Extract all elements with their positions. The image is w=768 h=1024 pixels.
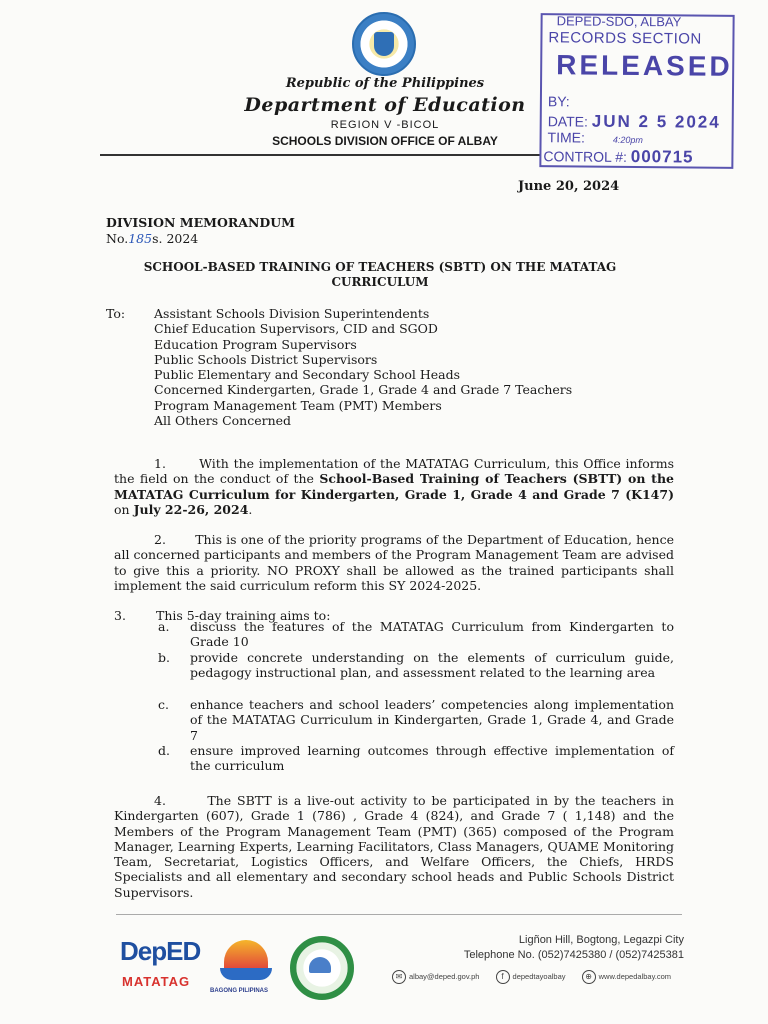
recipient: Program Management Team (PMT) Members [154, 397, 442, 413]
paragraph-3-intro: 3. This 5-day training aims to: [114, 608, 331, 623]
deped-seal-logo [352, 12, 416, 76]
paragraph-1: 1. With the implementation of the MATATAG Curriculum, this Office informs the field on the conduct of the School-Based Training of Teachers (SBTT) on the MATATAG Curriculum for Kindergarten, Grade 1, Grade 4 and Grade 7 (K147) on July 22-26, 2024. [114, 456, 674, 517]
stamp-date: DATE: JUN 2 5 2024 [547, 111, 721, 132]
footer-contacts [392, 970, 692, 984]
header-republic: Republic of the Philippines [285, 76, 485, 91]
email-icon: ✉ [392, 970, 406, 984]
deped-matatag-logo [118, 936, 201, 996]
paragraph-4: 4. The SBTT is a live-out activity to be participated in by the teachers in Kindergarten (607), Grade 1 (786) , Grade 4 (824), and Grade 7 ( 1,148) and the Members of the Program Management Team (PMT) (365) composed of the Program Manager, Learning Experts, Learning Facilitators, Class Managers, QUAME Monitoring Team, Secretariat, Logistics Officers, and Welfare Officers, the Chiefs, HRDS Specialists and all elementary and secondary school heads and Public Schools District Supervisors. [114, 793, 674, 900]
recipients-list [154, 306, 572, 428]
logo-matatag-text: MATATAG [122, 974, 191, 989]
memo-type: DIVISION MEMORANDUM [106, 215, 295, 230]
paragraph-2: 2. This is one of the priority programs of the Department of Education, hence all concerned participants and members of the Program Management Team are advised to give this a priority. NO PROXY shall be allowed as the trained participants shall implement the said curriculum reform this SY 2024-2025. [114, 532, 674, 593]
footer-facebook[interactable]: depedtayoalbay [512, 971, 566, 981]
header-divider [100, 154, 540, 156]
footer-divider [116, 914, 682, 915]
objective-item: b. provide concrete understanding on the elements of curriculum guide, pedagogy instructional plan, and assessment related to the learning area [158, 650, 674, 681]
recipient: Public Elementary and Secondary School Heads [154, 367, 461, 383]
logo-bp-text: BAGONG PILIPINAS [210, 988, 269, 994]
footer-address-block [380, 933, 684, 963]
header-region: REGION V -BICOL [330, 119, 440, 131]
memo-title: SCHOOL-BASED TRAINING OF TEACHERS (SBTT) ON THE MATATAG CURRICULUM [143, 260, 617, 289]
stamp-control: CONTROL #: 000715 [543, 146, 694, 167]
stamp-section: RECORDS SECTION [548, 29, 702, 48]
footer-website[interactable]: www.depedalbay.com [598, 971, 672, 981]
facebook-icon: f [496, 970, 510, 984]
recipient: Concerned Kindergarten, Grade 1, Grade 4 and Grade 7 Teachers [154, 382, 573, 398]
objective-item: c. enhance teachers and school leaders’ competencies along implementation of the MATATAG Curriculum in Kindergarten, Grade 1, Grade 4, and Grade 7 [158, 697, 674, 743]
logo-deped-text: DepED [120, 936, 201, 966]
footer-telephone: Telephone No. (052)7425380 / (052)7425381 [463, 949, 684, 961]
header-department: Department of Education [244, 94, 526, 116]
globe-icon: ⊕ [582, 970, 596, 984]
memo-date: June 20, 2024 [518, 179, 620, 194]
objective-item: a. discuss the features of the MATATAG Curriculum from Kindergarten to Grade 10 [158, 619, 674, 650]
records-released-stamp [539, 13, 734, 169]
memo-number-handwritten: 185 [128, 231, 153, 246]
bagong-pilipinas-logo [210, 938, 278, 998]
sdo-albay-seal-logo [290, 936, 354, 1000]
objective-item: d. ensure improved learning outcomes through effective implementation of the curriculum [158, 743, 674, 774]
recipient: Chief Education Supervisors, CID and SGOD [154, 321, 438, 337]
to-label: To: [106, 306, 126, 321]
footer-address: Ligñon Hill, Bogtong, Legazpi City [518, 934, 684, 946]
stamp-status: RELEASED [556, 49, 733, 82]
recipient: All Others Concerned [154, 413, 292, 429]
stamp-time: TIME: 4:20pm [547, 129, 643, 146]
footer-email[interactable]: albay@deped.gov.ph [409, 971, 480, 981]
header-office: SCHOOLS DIVISION OFFICE OF ALBAY [272, 134, 498, 148]
memo-number: No.185s. 2024 [106, 231, 199, 246]
recipient: Assistant Schools Division Superintendents [154, 306, 430, 321]
stamp-by: BY: [547, 93, 570, 110]
recipient: Education Program Supervisors [154, 336, 357, 352]
stamp-office: DEPED-SDO, ALBAY [556, 13, 682, 30]
recipient: Public Schools District Supervisors [154, 351, 378, 367]
